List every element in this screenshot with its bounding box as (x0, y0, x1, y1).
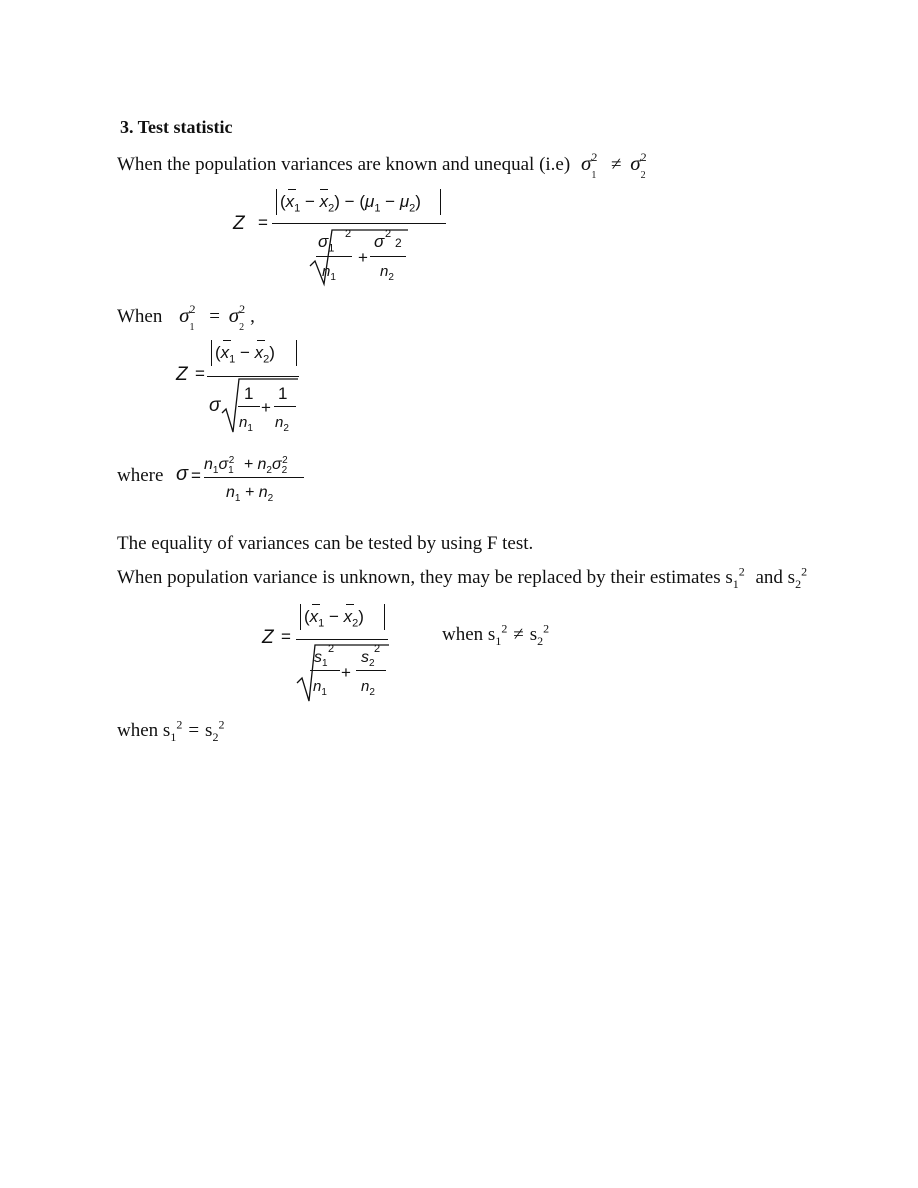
paragraph-when-equal-text: When (117, 306, 163, 327)
condition-s-equal: when $s_1^2 = s_2^2$ (117, 717, 225, 744)
formula-1-z: Z (233, 213, 245, 234)
paragraph-unknown-variance-text: When population variance is unknown, they may be replaced by their estimates s (117, 567, 733, 588)
condition-s-equal-text: when s (117, 720, 171, 741)
formula-2-num-1: 1 (244, 384, 254, 403)
paragraph-known-unequal-text: When the population variances are known and unequal (i.e) (117, 154, 571, 175)
where-label: where (117, 465, 164, 486)
paragraph-unknown-variance: When population variance is unknown, they may be replaced by their estimates $s_1^2$ and $s_2^2$ (117, 564, 808, 591)
formula-3-z: Z (262, 627, 274, 648)
formula-3-equals: = (281, 627, 291, 646)
condition-s-unequal: when $s_1^2 \ne s_2^2$ (442, 621, 550, 648)
paragraph-when-equal: When $\sigma_1^2 = \sigma_2^2$ , (117, 301, 255, 333)
paragraph-unknown-and: and s (755, 567, 796, 588)
paragraph-known-unequal: When the population variances are known and unequal (i.e) $\sigma_1^2 \ne \sigma_2^2$ (117, 149, 647, 181)
formula-2-num-2: 1 (278, 384, 288, 403)
paragraph-equality-f-test: The equality of variances can be tested by using F test. (117, 533, 534, 554)
section-heading: 3. Test statistic (120, 117, 233, 137)
formula-2-equals: = (195, 364, 205, 383)
formula-1-equals: = (258, 213, 268, 232)
condition-s-unequal-text: when s (442, 624, 496, 645)
formula-2-z: Z (176, 364, 188, 385)
